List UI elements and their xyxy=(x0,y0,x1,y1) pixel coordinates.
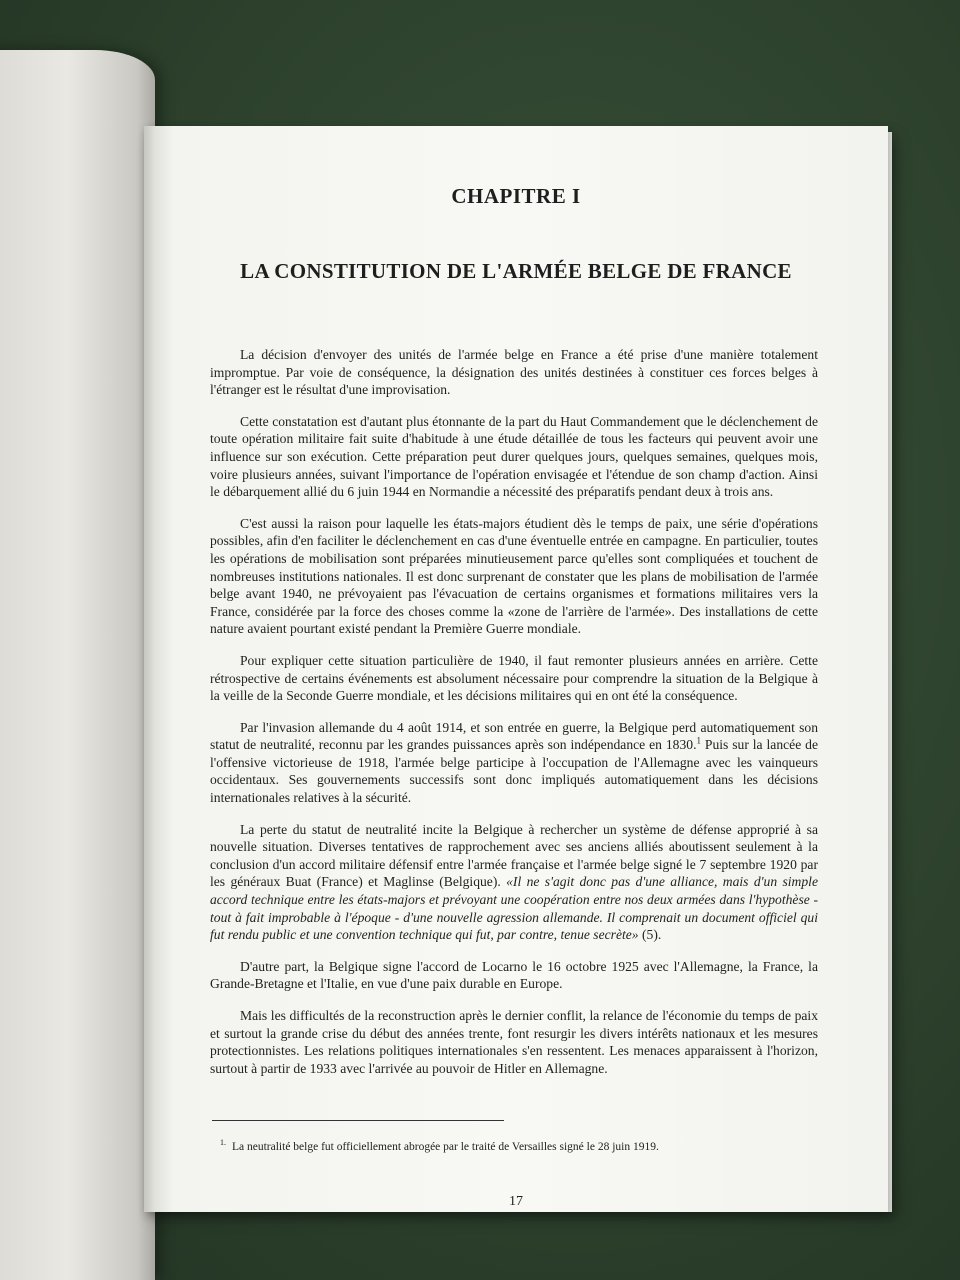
quotation: «Il ne s'agit donc pas d'une alliance, mais d'un simple accord technique entre les états-majors et prévoyant une coopération entre nos deux armées dans l'hypothèse - tout à fait improbable à l'époque - d'une nouvelle agression allemande. Il comprenait un document officiel qui fut rendu public et une convention technique qui fut, par contre, tenue secrète» xyxy=(210,874,818,943)
facing-page-edge xyxy=(0,50,155,1280)
paragraph xyxy=(210,719,818,807)
chapter-title: LA CONSTITUTION DE L'ARMÉE BELGE DE FRANCE xyxy=(240,259,792,283)
chapter-heading: CHAPITRE I xyxy=(451,184,581,208)
paragraph xyxy=(210,821,818,944)
footnote xyxy=(220,1138,820,1153)
paragraph-text: Par l'invasion allemande du 4 août 1914, et son entrée en guerre, la Belgique perd automatiquement son statut de neutralité, reconnu par les grandes puissances après son indépendance en 1830. xyxy=(210,719,818,753)
paragraph-text: La perte du statut de neutralité incite la Belgique à rechercher un système de défense approprié à sa nouvelle situation. Diverses tentatives de rapprochement avec ses anciens alliés aboutissent seulement à la conclusion d'un accord militaire défensif entre l'armée française et l'armée belge signé le 7 septembre 1920 par les généraux Buat (France) et Maglinse (Belgique). xyxy=(210,821,818,890)
citation-reference: (5). xyxy=(638,927,662,943)
paragraph: Mais les difficultés de la reconstruction après le dernier conflit, la relance de l'économie du temps de paix et surtout la grande crise du début des années trente, font resurgir les divers intérêts nationaux et les mesures protectionnistes. Les relations politiques internationales s'en ressentent. Les menaces apparaissent à l'horizon, surtout à partir de 1933 avec l'arrivée au pouvoir de Hitler en Allemagne. xyxy=(210,1008,818,1076)
footnote-reference: 1 xyxy=(696,735,701,746)
page-gutter-shadow xyxy=(144,126,154,1212)
paragraph: D'autre part, la Belgique signe l'accord de Locarno le 16 octobre 1925 avec l'Allemagne, la France, la Grande-Bretagne et l'Italie, en vue d'une paix durable en Europe. xyxy=(210,958,818,992)
paragraph: C'est aussi la raison pour laquelle les états-majors étudient dès le temps de paix, une série d'opérations possibles, afin d'en faciliter le déclenchement en cas d'une éventuelle entrée en campagne. En particulier, toutes les opérations de mobilisation sont préparées minutieusement parce qu'elles sont compliquées et touchent de nombreuses institutions nationales. Il est donc surprenant de constater que les plans de mobilisation de l'armée belge avant 1940, ne prévoyaient pas l'évacuation de certains organismes et formations militaires vers la France, considérée par la force des choses comme la «zone de l'arrière de l'armée». Des installations de cette nature avaient pourtant existé pendant la Première Guerre mondiale. xyxy=(210,515,818,637)
paragraph: Pour expliquer cette situation particulière de 1940, il faut remonter plusieurs années en arrière. Cette rétrospective de certains événements est absolument nécessaire pour comprendre la situation de la Belgique à la veille de la Seconde Guerre mondiale, et les décisions militaires qui en ont été la conséquence. xyxy=(210,652,818,704)
body-text xyxy=(210,346,818,1091)
footnote-separator xyxy=(212,1120,504,1121)
footnote-number: 1. xyxy=(220,1138,226,1147)
footnote-text: La neutralité belge fut officiellement abrogée par le traité de Versailles signé le 28 juin 1919. xyxy=(232,1140,659,1153)
paragraph: Cette constatation est d'autant plus étonnante de la part du Haut Commandement que le déclenchement de toute opération militaire fait suite d'habitude à une étude détaillée de tous les facteurs qui peuvent avoir une influence sur son exécution. Cette préparation peut durer quelques jours, quelques semaines, quelques mois, voire plusieurs années, suivant l'importance de l'opération envisagée et l'étendue de son champ d'action. Ainsi le débarquement allié du 6 juin 1944 en Normandie a nécessité des préparatifs pendant deux à trois ans. xyxy=(210,413,818,500)
book-page xyxy=(144,126,888,1212)
paragraph: La décision d'envoyer des unités de l'armée belge en France a été prise d'une manière totalement impromptue. Par voie de conséquence, la désignation des unités destinées à constituer ces forces belges à l'étranger est le résultat d'une improvisation. xyxy=(210,347,818,398)
page-number: 17 xyxy=(509,1194,523,1209)
paragraph-text: Puis sur la lancée de l'offensive victorieuse de 1918, l'armée belge participe à l'occupation de l'Allemagne avec les vainqueurs occidentaux. Ses gouvernements successifs sont donc impliqués automatiquement dans les décisions internationales relatives à la sécurité. xyxy=(210,737,818,806)
